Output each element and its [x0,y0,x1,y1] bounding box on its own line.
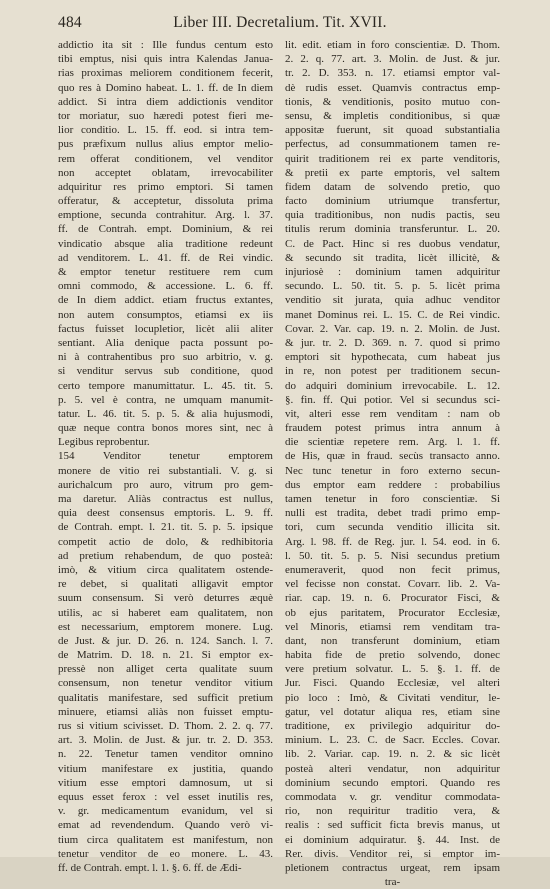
text-line: equus esset ferox : vel esset inutilis res, [58,790,273,803]
text-line: pressè non alliget certa qualitate suum [58,663,273,676]
text-line: si venditur servus sub conditione, quod [58,365,273,378]
text-line: Covar. 2. Var. cap. 19. n. 2. Molin. de Just. [285,322,500,335]
text-line: aurichalcum pro auro, vitrum pro gem- [58,478,273,491]
text-line: quia deest consensus emptoris. L. 9. ff. [58,507,273,520]
text-line: nulli est tradita, debet tradi primo emp- [285,507,500,520]
text-line: tor moriatur, suo hæredi potest fieri me- [58,109,273,122]
text-line: posteà alteri vendatur, non adquiritur [285,762,500,775]
text-line: sensu, & impletis conditionibus, si quæ [285,109,500,122]
page-header [58,14,502,34]
running-title: Liber III. Decretalium. Tit. XVII. [173,14,387,31]
text-line: emptori sit hypothecata, cum habeat jus [285,351,500,364]
text-line: l. 50. tit. 5. p. 5. Nisi secundus pretium [285,549,500,562]
text-line: rus si vitium scivisset. D. Thom. 2. 2. q. 77. [58,720,273,732]
text-line: vere pretium solvatur. L. 5. §. 1. ff. de [285,663,500,676]
text-line: tori, cum secunda venditio illicita sit. [285,521,500,534]
text-line: competit actio de dolo, & redhibitoria [58,535,273,548]
text-line: Arg. l. 98. ff. de Reg. jur. l. 54. eod. in 6. [285,535,500,548]
text-line: Rer. divis. Venditor rei, si emptor im- [285,847,500,860]
text-line: enumeraverit, quod non fecit primus, [285,563,500,576]
text-line: re debet, si qualitati alligavit emptor [58,578,273,591]
text-line: C. de Pact. Hinc si res duobus vendatur, [285,237,500,250]
text-line: adquiritur res primo emptori. Si tamen [58,180,273,193]
text-line: pio loco : Imò, & Civitati venditur, le- [285,691,500,704]
page-number: 484 [58,14,82,31]
text-line: addict. Si intra diem addictionis venditor [58,95,273,108]
text-line: est necessarium, emptorem monere. Lug. [58,620,273,633]
text-line: dominium secundo emptori. Quando res [285,776,500,789]
text-line: tr. 2. D. 353. n. 17. etiamsi emptor val- [285,67,500,80]
text-line: dus emptor eam reddere : probabilius [285,478,500,491]
text-line: consensum, non tenetur venditor vitium [58,677,273,690]
text-line: & secundo sit tradita, licèt illicitè, & [285,251,500,264]
text-line: commodata v. gr. venditur commodata- [285,790,500,803]
text-line: dè rudis esset. Quamvis contractus emp- [285,81,500,94]
text-line: vitium manifestare ex justitia, quando [58,762,273,775]
text-line: titulis rerum dominia transferuntur. L. 20. [285,223,500,236]
text-line: lit. edit. etiam in foro conscientiæ. D. Thom. [285,39,500,51]
text-line: ad pretium rehabendum, de quo posteà: [58,549,273,562]
text-line: 2. 2. q. 77. art. 3. Molin. de Just. & jur. [285,53,500,66]
text-line: 154 Venditor tenetur emptorem [58,450,273,463]
text-line: ad venditorem. L. 41. ff. de Rei vindic. [58,251,273,264]
text-line: traditione, ex privilegio adquiritur do- [285,720,500,732]
text-line: & jur. tr. 2. D. 369. n. 7. quod si primo [285,336,500,349]
text-line: quia traditionibus, non nudis pactis, seu [285,209,500,222]
text-line: qualitatis manifestare, sed sufficit pretium [58,691,273,704]
text-line: ff. de Contrah. empt. l. 1. §. 6. ff. de Ædi- [58,861,242,874]
text-line: de In diem addict. etiam fructus extantes, [58,294,273,307]
text-line: n. 22. Tenetur tamen venditor omnino [58,748,273,761]
text-line: secundo. L. 50. tit. 5. p. 5. licèt prima [285,280,500,293]
text-line: venditio sit jurata, quia adhuc venditor [285,294,500,307]
text-line: Nec tunc tenetur in foro externo secun- [285,464,500,477]
text-line: v. gr. medicamentum evanidum, vel si [58,805,273,818]
text-line: facto dominium utriumque transfertur, [285,195,500,208]
text-line: rem offerat conditionem, vel venditor [58,152,273,165]
text-line: emptione, secunda contrahitur. Arg. l. 37. [58,209,273,222]
text-line: vitium esse emptori damnosum, ut si [58,776,273,789]
text-line: lib. 2. Variar. cap. 19. n. 2. & sic licèt [285,748,500,761]
text-line: Legibus reprobentur. [58,436,150,449]
text-line: emat ad revendendum. Quando verò vi- [58,819,273,832]
left-column [58,38,273,874]
text-line: omni commodo, & accessione. L. 6. ff. [58,280,273,293]
text-line: de Contrah. empt. l. 21. tit. 5. p. 5. ipsique [58,521,273,534]
text-line: ob ejus paritatem, Procurator Ecclesiæ, [285,606,500,619]
text-line: & emptor tenetur restituere rem cum [58,266,273,278]
text-line: de Just. & jur. D. 26. n. 124. Sanch. l. 7. [58,634,273,647]
text-line: in re, non potest per traditionem secun- [285,365,500,378]
text-line: habita fide de pretio solvendo, donec [285,649,500,662]
text-line: tibi emptus, nisi quis intra Kalendas Janua- [58,53,273,66]
text-line: ff. de Contrah. empt. Dominium, & rei [58,223,273,236]
text-line: monere de vitio rei substantiali. V. g. si [58,464,273,477]
text-line: vit, alteri esse rem venditam : nam ob [285,407,500,420]
text-line: utilis, ac si haberet eam qualitatem, non [58,606,273,619]
text-line: ni à contrahentibus pro suo arbitrio, v. g. [58,351,273,364]
text-line: suum consensum. Si verò deturres æquè [58,592,273,605]
text-line: de His, quæ in fraud. secùs transacto anno. [285,450,500,463]
text-line: manet Dominus rei. L. 15. C. de Rei vindic. [285,308,500,321]
text-line: ei dominium adquiratur. §. 44. Inst. de [285,833,500,846]
text-line: tium circa qualitatem est manifestum, non [58,833,273,846]
text-line: vel fecisse non constat. Covarr. lib. 2. Va- [285,578,500,591]
text-line: addictio ita sit : Ille fundus centum esto [58,39,273,51]
text-line: gatur, vel dotatur aliqua res, etiam sine [285,705,500,718]
text-line: §. fin. ff. Qui potior. Vel si secundus sci- [285,393,500,406]
text-line: rio, non requiritur traditio vera, & [285,805,500,818]
text-line: tenetur venditor de eo monere. L. 43. [58,847,273,860]
text-line: quo res à Domino habeat. L. 1. ff. de In diem [58,81,273,94]
text-line: lior conditio. L. 15. ff. eod. si intra tem- [58,124,273,137]
text-line: certo tempore manumittatur. L. 45. tit. 5. [58,379,273,392]
text-line: dant, non transferunt dominium, etiam [285,634,500,647]
text-line: offeratur, & acceptetur, dissoluta prima [58,195,273,208]
text-line: tra- [384,876,401,889]
text-line: die scientiæ repetere rem. Arg. l. 1. ff. [285,436,500,449]
text-line: injuriosè : dominium tamen adquiritur [285,266,500,278]
text-line: fidem datam de solvendo pretio, quo [285,180,500,193]
text-line: ma daretur. Aliàs contractus est nullus, [58,493,273,505]
text-line: tamen tenetur in foro conscientiæ. Si [285,493,500,505]
text-line: de Matrim. D. 18. n. 21. Si emptor ex- [58,649,273,662]
text-line: pletionem contractus urgeat, rem ipsam [285,861,500,874]
text-line: appositæ fuerunt, sit quoad substantialia [285,124,500,137]
text-line: non acceptet oblatam, irrevocabiliter [58,166,273,179]
text-line: vindicatio absque alia traditione redeunt [58,237,273,250]
text-line: realis : sed sufficit ficta brevis manus, ut [285,819,500,832]
text-line: & pretii ex parte emptoris, vel saltem [285,166,500,179]
text-line: minium. L. 23. C. de Sacr. Eccles. Covar. [285,734,500,747]
text-line: perfectus, ad consummationem tamen re- [285,138,500,151]
text-line: Jur. Fisci. Quando Ecclesiæ, vel alteri [285,677,500,690]
text-line: minuere, etiamsi aliàs non fuisset emptu- [58,705,273,718]
text-line: imò, & vitium circa qualitatem ostende- [58,563,273,576]
right-column [285,38,500,889]
text-line: rias proximas meliorem conditionem fecerit, [58,67,273,80]
text-line: art. 3. Molin. de Just. & jur. tr. 2. D. 353. [58,734,273,747]
text-line: pus præfixum nullus alius emptor melio- [58,138,273,151]
text-line: do adquiri dominium irrevocabile. L. 12. [285,379,500,392]
text-line: sentiant. Alia denique pacta possunt po- [58,336,273,349]
text-line: tionis, & venditionis, posito mutuo con- [285,95,500,108]
text-line: fraudem potest primus intra annum à [285,422,500,435]
text-line: riar. cap. 19. n. 6. Procurator Fisci, & [285,592,500,605]
text-line: non autem consumptos, etiamsi ex iis [58,308,273,321]
text-line: tatur. L. 46. tit. 5. p. 5. & alia hujusmodi, [58,407,273,420]
text-line: p. 5. vel è contra, ne umquam manumit- [58,393,273,406]
text-line: quæ neque contra bonos mores sint, nec à [58,422,273,435]
text-line: vel Minoris, etiamsi rem venditam tra- [285,620,500,633]
text-line: quirit traditionem rei ex parte venditoris, [285,152,500,165]
text-line: factus fuisset locupletior, licèt alii aliter [58,322,273,335]
